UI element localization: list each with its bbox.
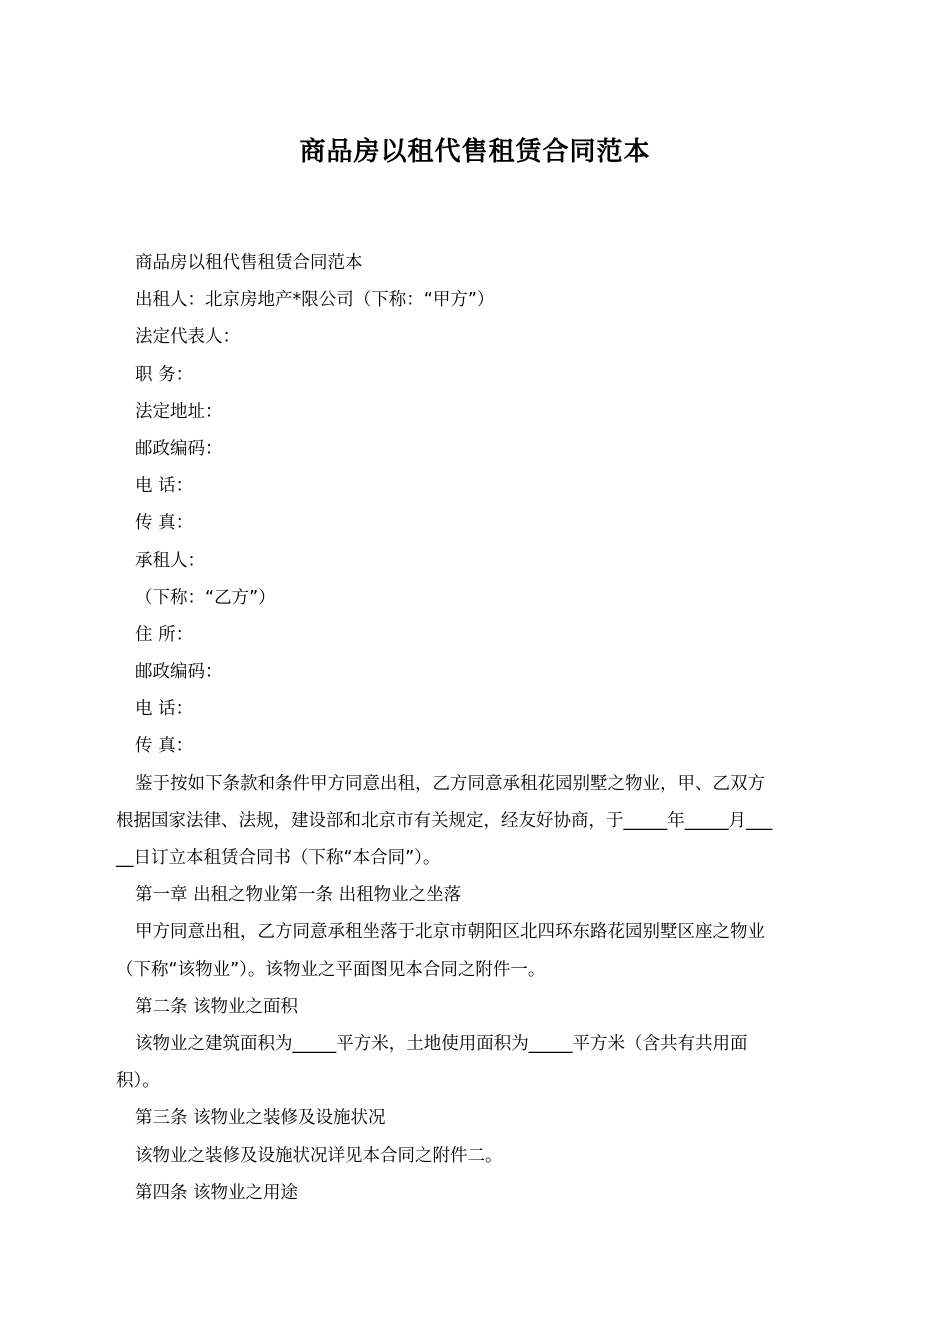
para3-line-1: 该物业之建筑面积为_____平方米，土地使用面积为_____平方米（含共有共用面 — [135, 1033, 748, 1054]
lessee-alias-line: （下称：“乙方”） — [135, 587, 276, 608]
legal-rep-line: 法定代表人： — [135, 327, 240, 348]
subtitle-line: 商品房以租代售租赁合同范本 — [135, 253, 363, 273]
para3-line-2: 积）。 — [116, 1071, 160, 1092]
para2-line-1: 甲方同意出租，乙方同意承租坐落于北京市朝阳区北四环东路花园别墅区座之物业 — [135, 922, 765, 943]
para4-line: 该物业之装修及设施状况详见本合同之附件二。 — [135, 1145, 503, 1166]
document-title: 商品房以租代售租赁合同范本 — [299, 137, 651, 167]
lessor-line: 出租人：北京房地产*限公司（下称：“甲方”） — [135, 290, 495, 311]
postcode-line-b: 邮政编码： — [135, 662, 223, 683]
residence-line: 住 所： — [135, 624, 194, 645]
lessee-line: 承租人： — [135, 550, 205, 571]
phone-line-b: 电 话： — [135, 699, 194, 720]
para1-line-3: __日订立本租赁合同书（下称“本合同”）。 — [116, 848, 441, 868]
position-line: 职 务： — [135, 364, 194, 385]
para1-line-1: 鉴于按如下条款和条件甲方同意出租，乙方同意承租花园别墅之物业，甲、乙双方 — [135, 773, 765, 794]
para1-line-2: 根据国家法律、法规，建设部和北京市有关规定，经友好协商，于_____年_____月___ — [116, 810, 773, 831]
phone-line-a: 电 话： — [135, 476, 194, 497]
fax-line-b: 传 真： — [135, 736, 194, 757]
fax-line-a: 传 真： — [135, 513, 194, 534]
postcode-line-a: 邮政编码： — [135, 438, 223, 459]
document-body — [116, 245, 836, 1212]
article-4-heading: 第四条 该物业之用途 — [135, 1182, 299, 1203]
chapter-1-heading: 第一章 出租之物业第一条 出租物业之坐落 — [135, 885, 462, 906]
para2-line-2: （下称“该物业”）。该物业之平面图见本合同之附件一。 — [116, 959, 546, 980]
article-2-heading: 第二条 该物业之面积 — [135, 996, 299, 1017]
article-3-heading: 第三条 该物业之装修及设施状况 — [135, 1108, 386, 1129]
legal-address-line: 法定地址： — [135, 401, 223, 422]
